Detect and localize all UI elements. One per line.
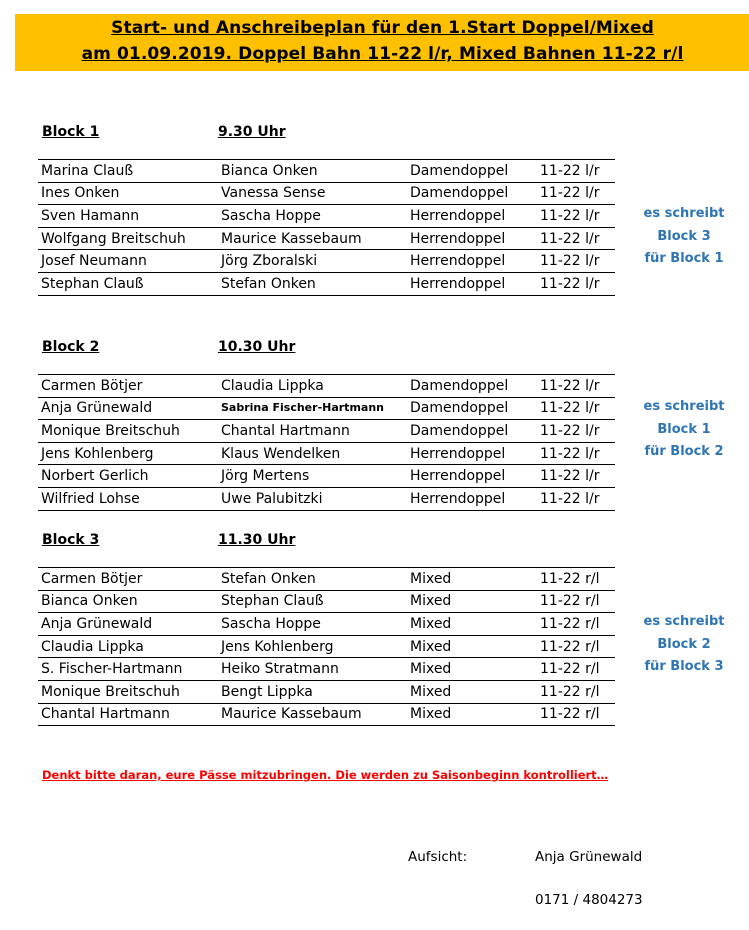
player-1: Jens Kohlenberg [38,442,218,465]
lanes: 11-22 r/l [535,658,615,681]
block-3-title: Block 3 [42,532,100,548]
lanes: 11-22 l/r [535,182,615,205]
player-2: Chantal Hartmann [218,420,407,443]
discipline: Mixed [407,613,535,636]
table-row [38,227,615,250]
lanes: 11-22 r/l [535,590,615,613]
note-line: für Block 3 [644,659,724,674]
player-1: Monique Breitschuh [38,680,218,703]
player-2: Jens Kohlenberg [218,635,407,658]
block-1-title: Block 1 [42,124,100,140]
supervisor-name: Anja Grünewald [535,849,643,865]
note-line: es schreibt [643,614,725,629]
lanes: 11-22 r/l [535,613,615,636]
note-line: Block 1 [657,421,711,437]
note-line: es schreibt [643,399,725,414]
title-line-1: Start- und Anschreibeplan für den 1.Start Doppel/Mixed [111,18,654,38]
player-1: Stephan Clauß [38,272,218,295]
block-2-table [38,374,615,511]
note-line: Block 3 [657,228,711,244]
discipline: Mixed [407,680,535,703]
player-2: Vanessa Sense [218,182,407,205]
discipline: Herrendoppel [407,442,535,465]
table-row [38,160,615,183]
lanes: 11-22 l/r [535,397,615,420]
lanes: 11-22 r/l [535,568,615,591]
player-1: Anja Grünewald [38,613,218,636]
player-2: Maurice Kassebaum [218,703,407,726]
player-1: Sven Hamann [38,205,218,228]
table-row [38,613,615,636]
player-2: Claudia Lippka [218,375,407,398]
discipline: Damendoppel [407,182,535,205]
player-1: Chantal Hartmann [38,703,218,726]
player-2: Klaus Wendelken [218,442,407,465]
discipline: Damendoppel [407,420,535,443]
table-row [38,182,615,205]
player-2: Jörg Zboralski [218,250,407,273]
player-2: Bengt Lippka [218,680,407,703]
lanes: 11-22 r/l [535,703,615,726]
lanes: 11-22 l/r [535,205,615,228]
discipline: Mixed [407,635,535,658]
discipline: Mixed [407,590,535,613]
table-row [38,487,615,510]
player-2: Stefan Onken [218,568,407,591]
lanes: 11-22 l/r [535,250,615,273]
lanes: 11-22 l/r [535,375,615,398]
supervision-label: Aufsicht: [408,849,468,865]
player-1: Claudia Lippka [38,635,218,658]
lanes: 11-22 r/l [535,680,615,703]
discipline: Mixed [407,658,535,681]
lanes: 11-22 l/r [535,420,615,443]
player-2: Sascha Hoppe [218,613,407,636]
lanes: 11-22 l/r [535,465,615,488]
passport-reminder: Denkt bitte daran, eure Pässe mitzubringen. Die werden zu Saisonbeginn kontrolliert… [42,768,609,782]
player-2: Uwe Palubitzki [218,487,407,510]
player-1: Wolfgang Breitschuh [38,227,218,250]
discipline: Herrendoppel [407,250,535,273]
block-2-title: Block 2 [42,339,100,355]
table-row [38,250,615,273]
table-row [38,420,615,443]
note-line: für Block 1 [644,251,724,266]
player-1: Carmen Bötjer [38,375,218,398]
table-row [38,375,615,398]
discipline: Damendoppel [407,397,535,420]
block-2-writer-note [625,396,743,464]
player-1: Wilfried Lohse [38,487,218,510]
table-row [38,635,615,658]
discipline: Herrendoppel [407,205,535,228]
player-2: Heiko Stratmann [218,658,407,681]
player-2: Stephan Clauß [218,590,407,613]
block-1-time: 9.30 Uhr [218,124,286,140]
title-banner [15,14,749,71]
player-1: Ines Onken [38,182,218,205]
block-2-time: 10.30 Uhr [218,339,296,355]
lanes: 11-22 l/r [535,160,615,183]
player-1: Josef Neumann [38,250,218,273]
table-row [38,272,615,295]
table-row [38,703,615,726]
table-row [38,205,615,228]
player-2: Bianca Onken [218,160,407,183]
discipline: Damendoppel [407,375,535,398]
discipline: Herrendoppel [407,272,535,295]
player-2: Maurice Kassebaum [218,227,407,250]
block-3-table [38,567,615,726]
player-1: Carmen Bötjer [38,568,218,591]
block-3-time: 11.30 Uhr [218,532,296,548]
note-line: für Block 2 [644,444,724,459]
lanes: 11-22 l/r [535,272,615,295]
player-1: Monique Breitschuh [38,420,218,443]
table-row [38,680,615,703]
discipline: Mixed [407,568,535,591]
discipline: Herrendoppel [407,487,535,510]
player-1: Bianca Onken [38,590,218,613]
table-row [38,568,615,591]
player-2: Sascha Hoppe [218,205,407,228]
player-2: Jörg Mertens [218,465,407,488]
table-row [38,590,615,613]
note-line: es schreibt [643,206,725,221]
player-1: Anja Grünewald [38,397,218,420]
note-line: Block 2 [657,636,711,652]
player-2: Stefan Onken [218,272,407,295]
table-row [38,442,615,465]
lanes: 11-22 l/r [535,442,615,465]
player-2: Sabrina Fischer-Hartmann [218,397,407,420]
table-row [38,658,615,681]
block-3-writer-note [625,611,743,679]
lanes: 11-22 l/r [535,227,615,250]
discipline: Herrendoppel [407,227,535,250]
supervisor-phone: 0171 / 4804273 [535,892,643,908]
player-1: Marina Clauß [38,160,218,183]
discipline: Damendoppel [407,160,535,183]
discipline: Herrendoppel [407,465,535,488]
table-row [38,465,615,488]
player-1: S. Fischer-Hartmann [38,658,218,681]
discipline: Mixed [407,703,535,726]
table-row [38,397,615,420]
block-1-table [38,159,615,296]
lanes: 11-22 l/r [535,487,615,510]
lanes: 11-22 r/l [535,635,615,658]
title-line-2: am 01.09.2019. Doppel Bahn 11-22 l/r, Mixed Bahnen 11-22 r/l [81,44,684,64]
player-1: Norbert Gerlich [38,465,218,488]
block-1-writer-note [625,203,743,271]
